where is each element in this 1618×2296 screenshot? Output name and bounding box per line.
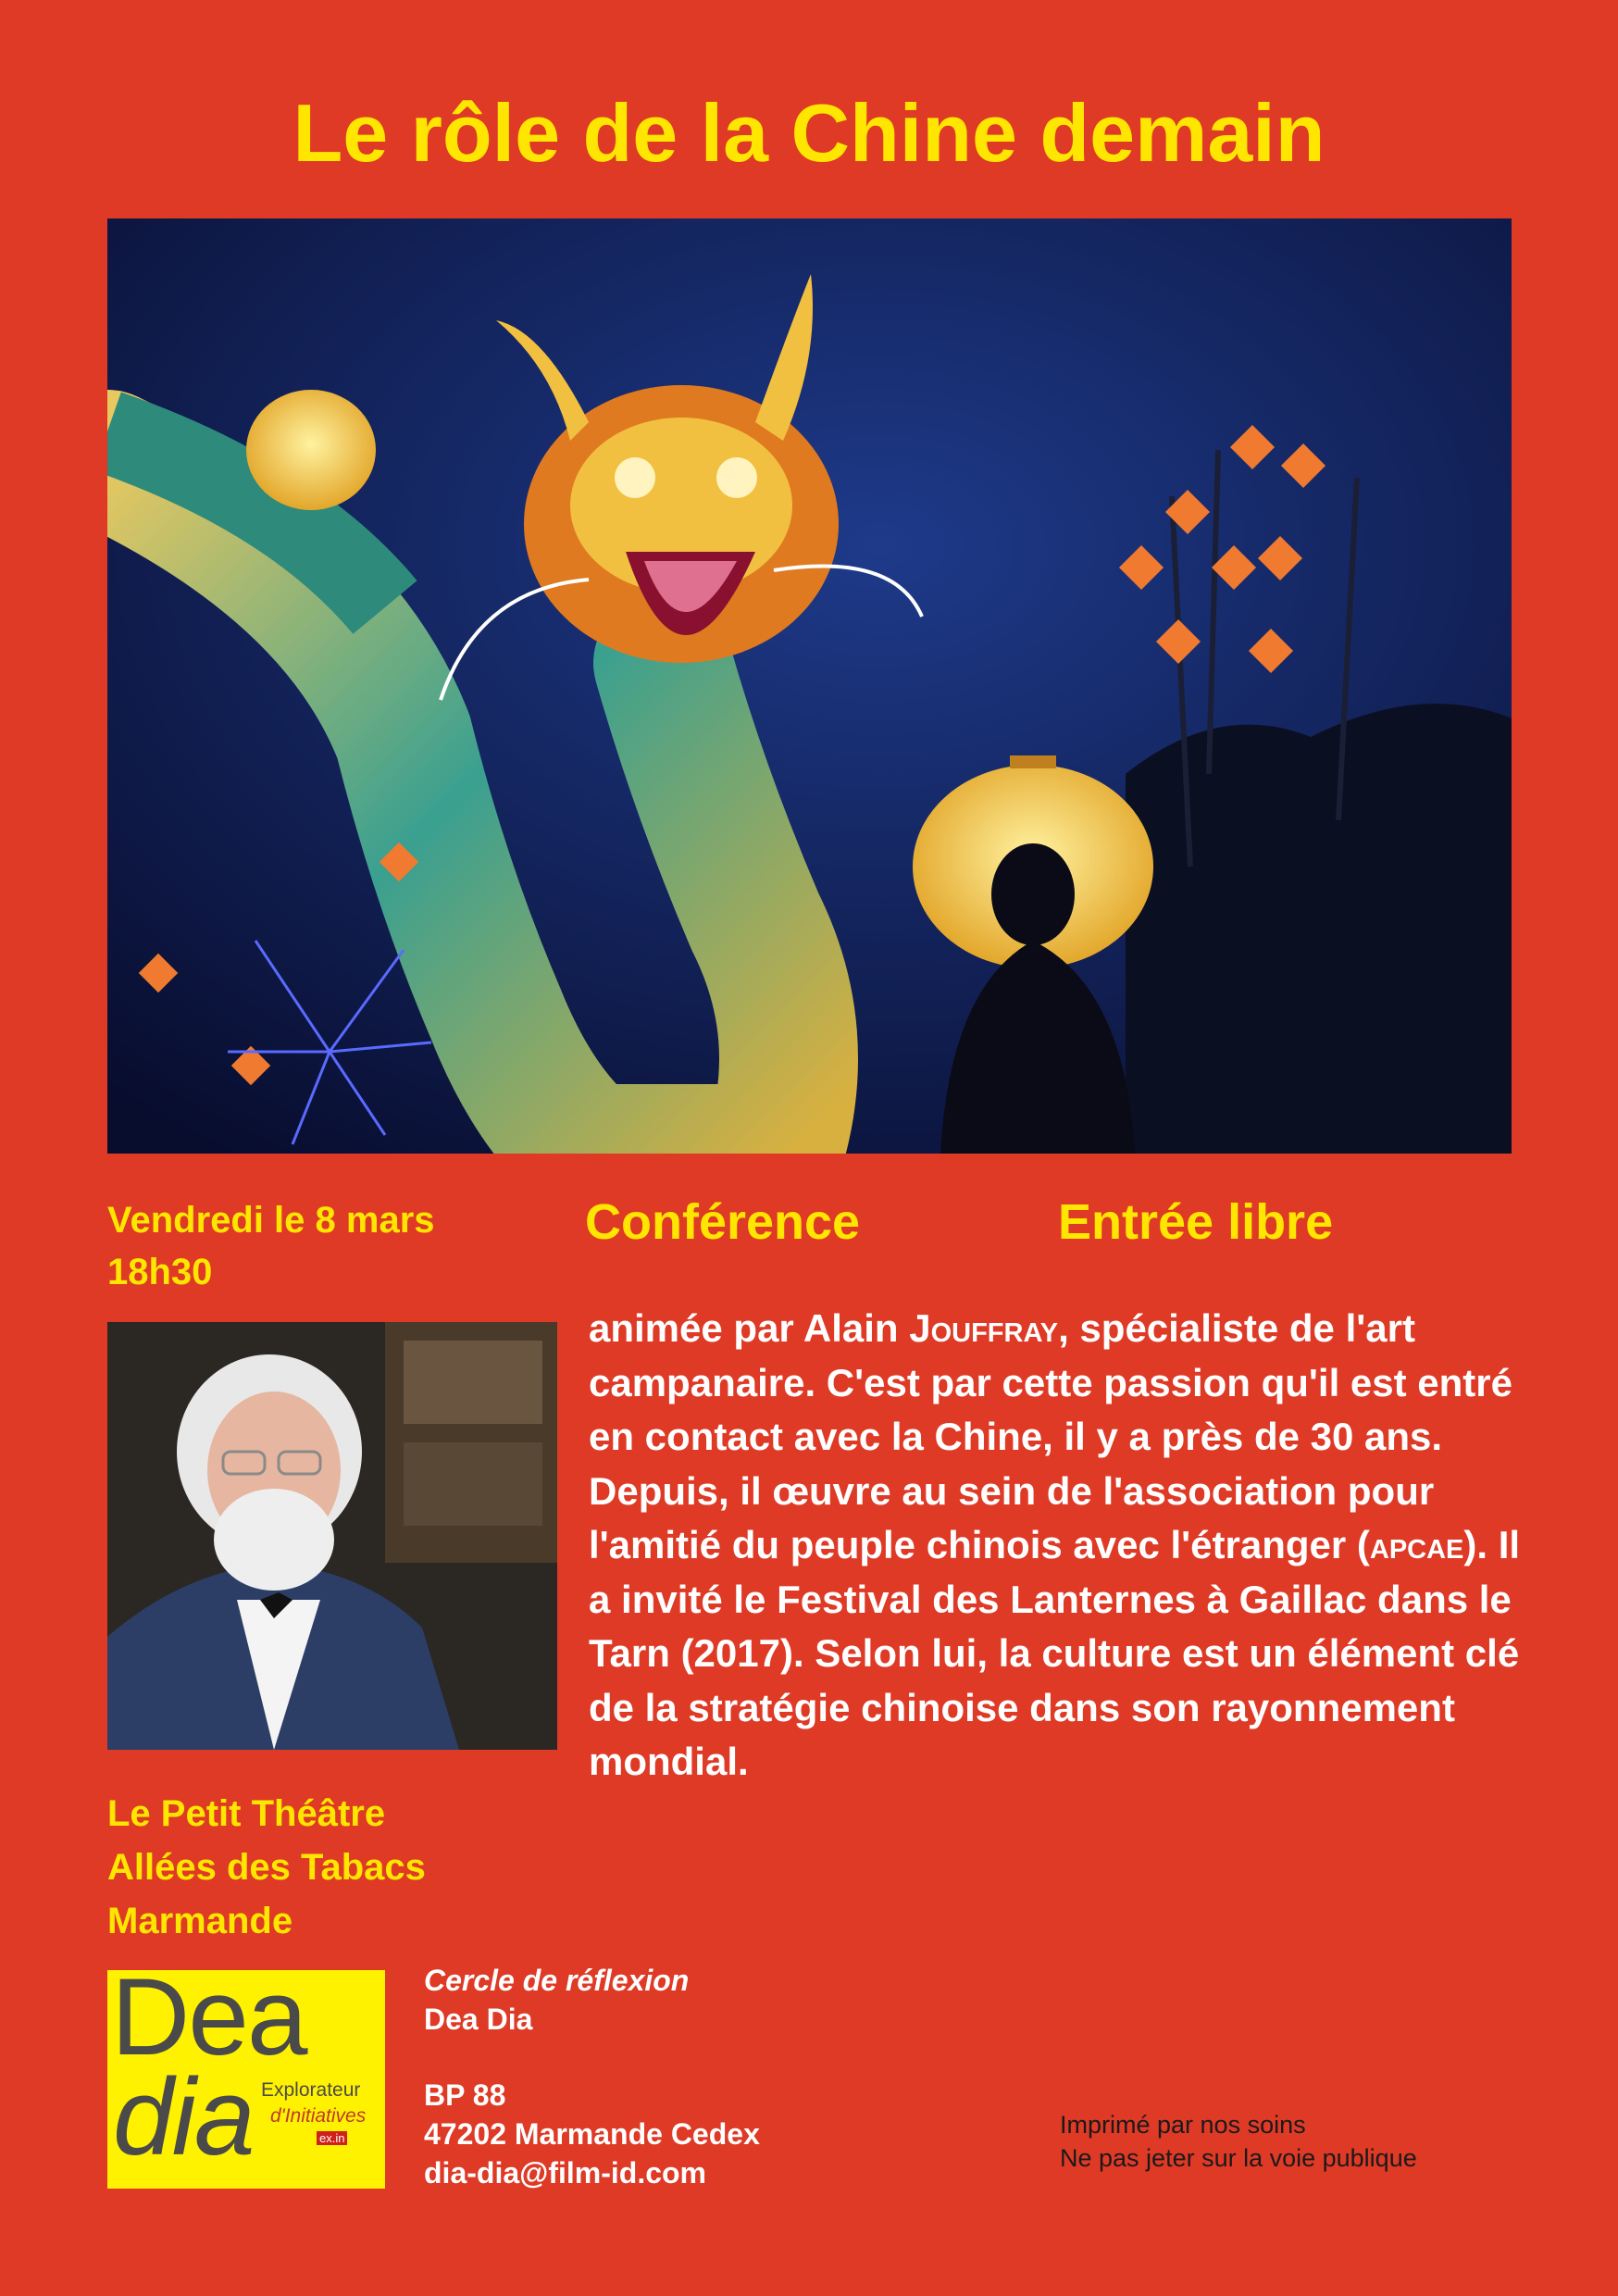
venue-line-3: Marmande (107, 1901, 293, 1941)
association-acronym: apcae (1369, 1523, 1464, 1566)
logo-word-dia: dia (113, 2056, 254, 2178)
print-notice-line-1: Imprimé par nos soins (1060, 2111, 1306, 2139)
organizer-name-block (424, 1961, 689, 2039)
dea-dia-logo (107, 1970, 385, 2189)
event-date: Vendredi le 8 mars (107, 1200, 435, 1241)
speaker-portrait (107, 1322, 557, 1750)
organizer-contact (424, 2076, 760, 2192)
conference-description (589, 1302, 1524, 1790)
event-admission: Entrée libre (1058, 1194, 1334, 1250)
venue-address (107, 1787, 426, 1948)
print-notice-line-2: Ne pas jeter sur la voie publique (1060, 2144, 1417, 2172)
event-type: Conférence (585, 1194, 861, 1250)
organizer-city: 47202 Marmande Cedex (424, 2117, 760, 2151)
venue-line-1: Le Petit Théâtre (107, 1793, 386, 1834)
poster-title: Le rôle de la Chine demain (292, 87, 1326, 179)
organizer-name: Dea Dia (424, 2003, 533, 2036)
description-part1: , spécialiste de l'art campanaire. C'est par cette passion qu'il est entré en contact avec la Chine, il y a près de 30 ans. Depuis, il œuvre au sein de l'association pour l'amitié du peuple chinois avec l'étranger ( (589, 1306, 1512, 1566)
event-time: 18h30 (107, 1252, 213, 1292)
event-datetime (107, 1194, 435, 1298)
logo-badge: ex.in (317, 2131, 347, 2145)
dragon-lantern-photo (107, 218, 1512, 1154)
venue-line-2: Allées des Tabacs (107, 1847, 426, 1888)
description-part2: ). Il a invité le Festival des Lanternes à Gaillac dans le Tarn (2017). Selon lui, la culture est un élément clé de la stratégie chinoise dans son rayonnement mondial. (589, 1523, 1521, 1783)
speaker-surname: Jouffray (909, 1306, 1059, 1350)
logo-tagline-1: Explorateur (261, 2079, 361, 2101)
organizer-po-box: BP 88 (424, 2078, 506, 2112)
organizer-tagline: Cercle de réflexion (424, 1964, 690, 1997)
description-intro: animée par Alain (589, 1306, 910, 1350)
logo-word-dea: Dea (111, 1970, 306, 2078)
logo-tagline-2: d'Initiatives (270, 2105, 367, 2127)
organizer-email: dia-dia@film-id.com (424, 2156, 706, 2190)
print-notice (1060, 2108, 1417, 2175)
